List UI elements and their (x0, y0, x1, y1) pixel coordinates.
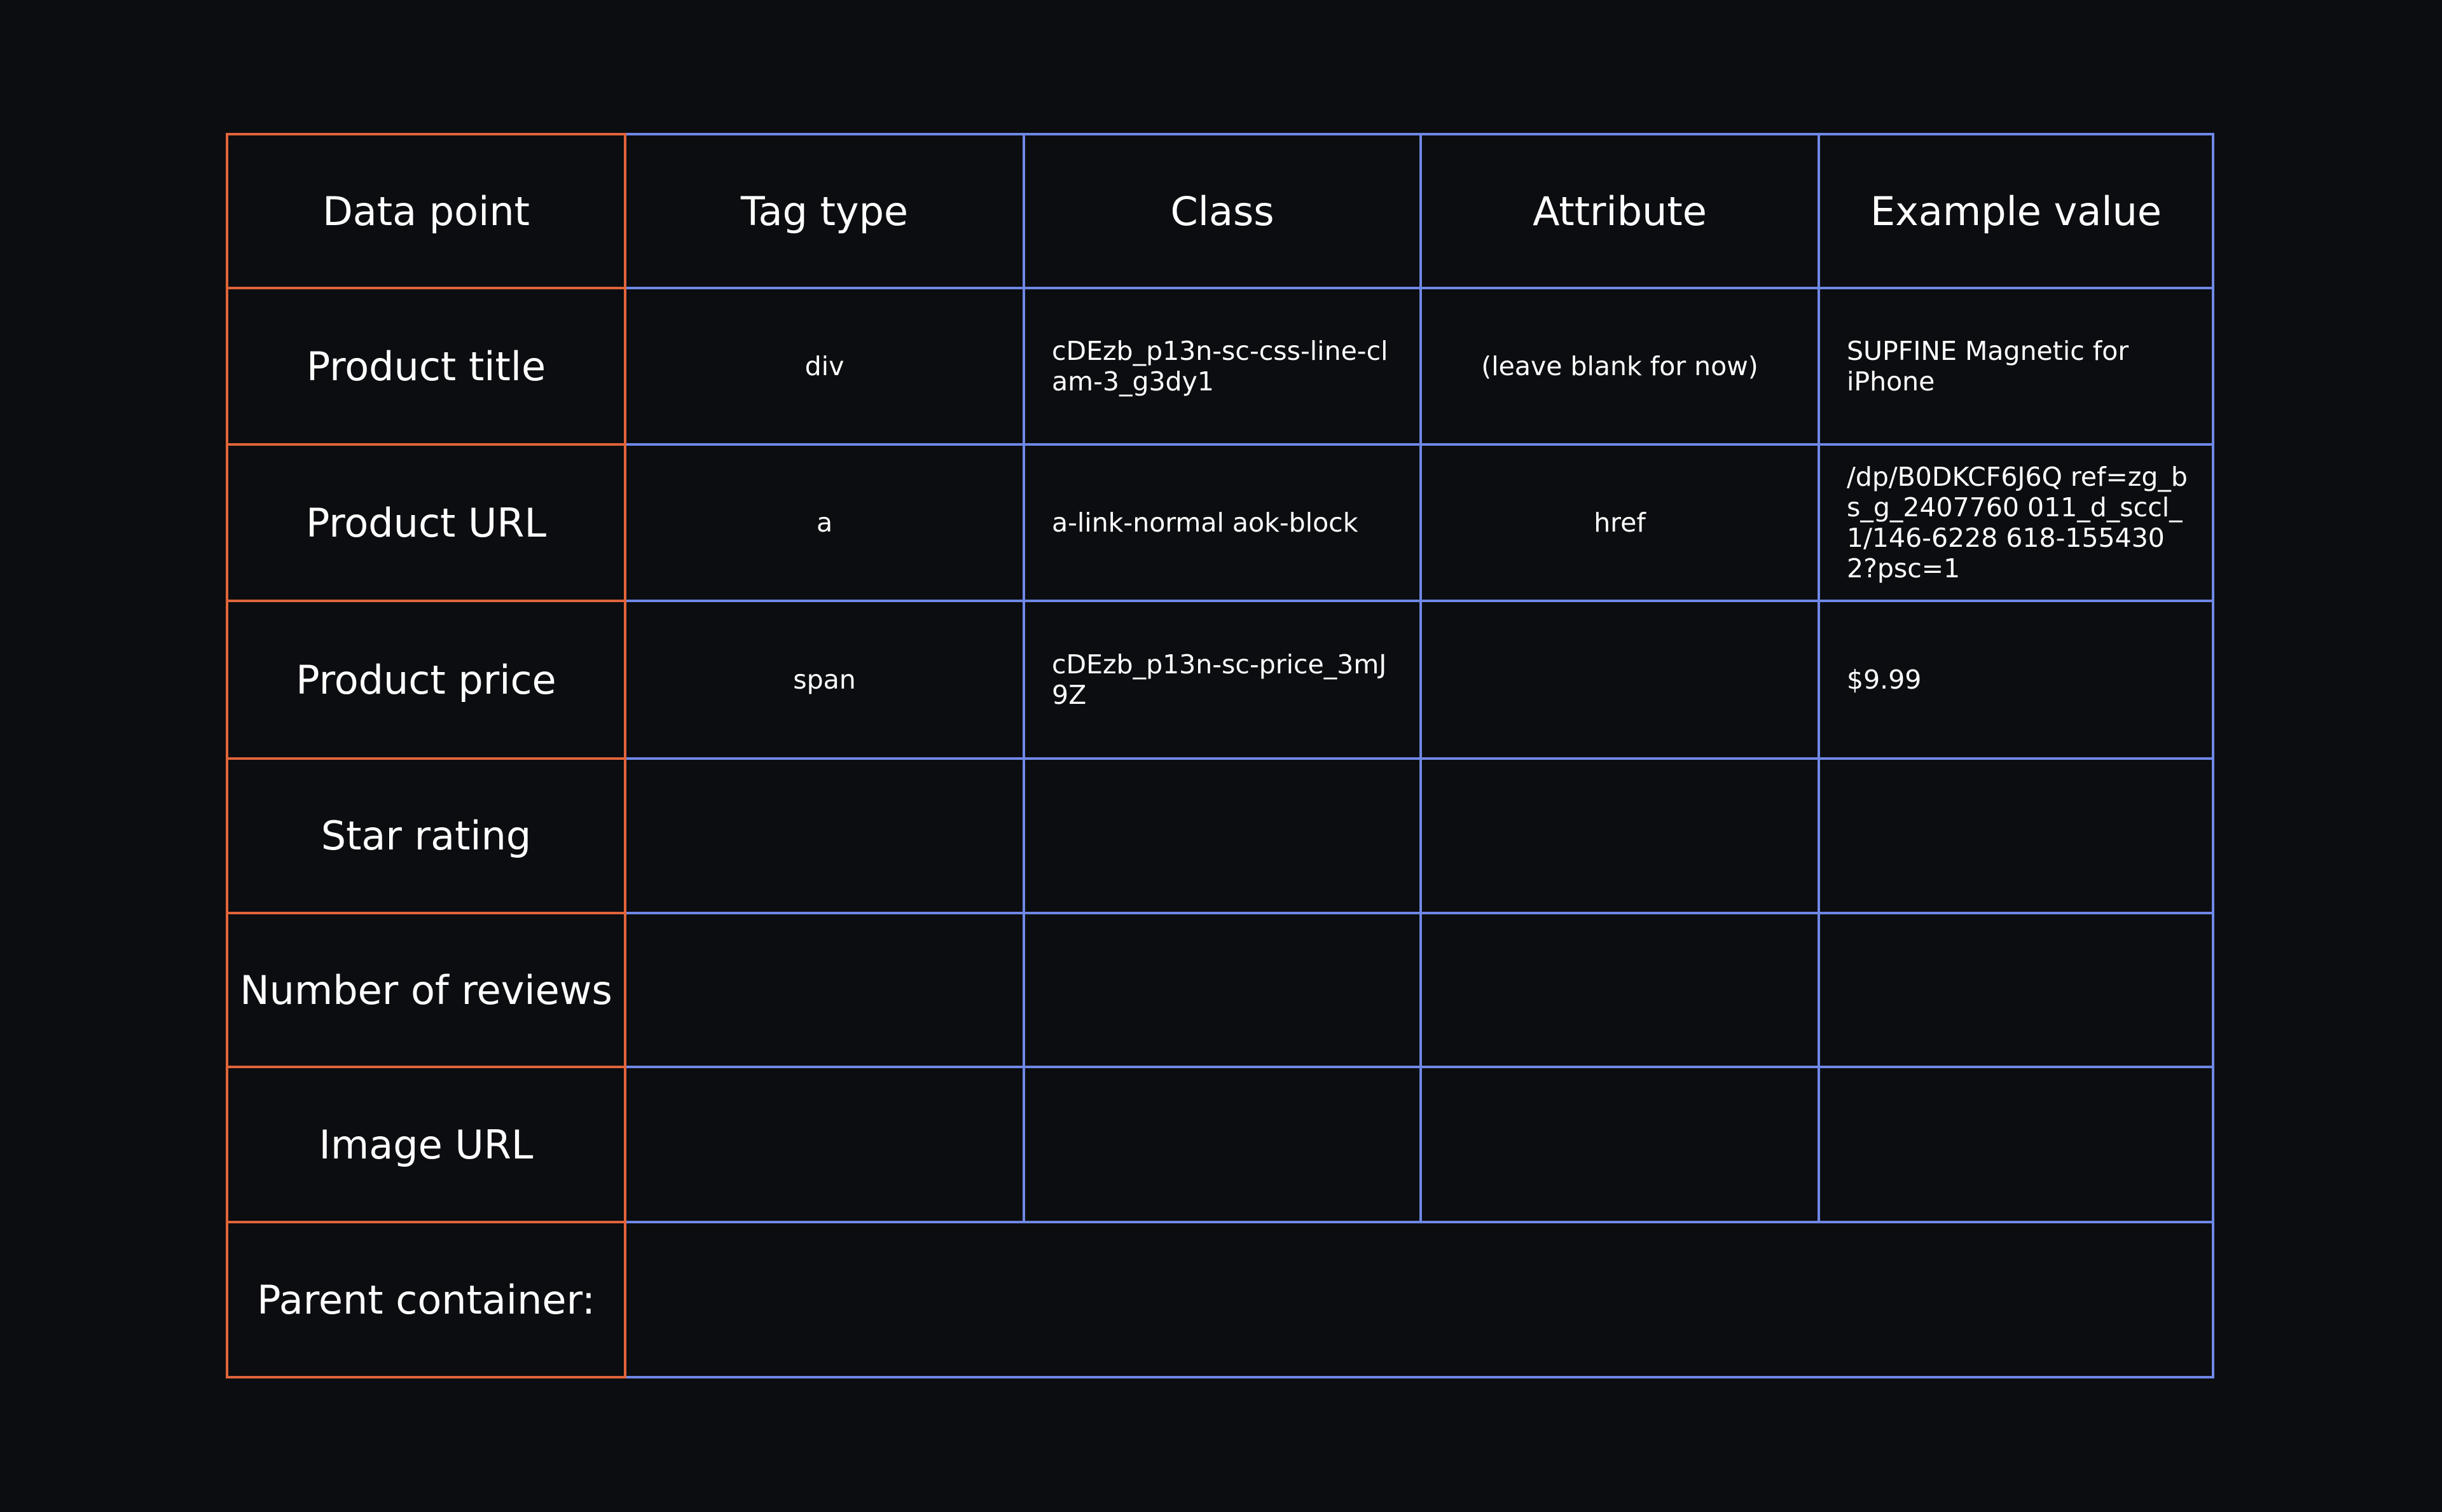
data-point-label: Parent container: (257, 1276, 595, 1323)
cell-tag-type (626, 1068, 1023, 1221)
data-point-label: Product title (306, 343, 546, 390)
cell-class (1025, 1068, 1419, 1221)
row-label-number-of-reviews (228, 914, 624, 1066)
cell-example-value (1820, 602, 2212, 757)
attribute-value: (leave blank for now) (1481, 351, 1758, 381)
header-attribute (1422, 135, 1818, 287)
cell-example-value (1820, 760, 2212, 912)
data-points-table (226, 133, 2214, 1378)
header-label: Class (1170, 188, 1274, 235)
cell-class (1025, 446, 1419, 600)
tag-type-value: span (793, 664, 856, 695)
cell-example-value (1820, 914, 2212, 1066)
data-point-label: Image URL (319, 1121, 534, 1168)
cell-attribute (1422, 760, 1818, 912)
row-label-product-url (228, 446, 624, 600)
cell-class (1025, 760, 1419, 912)
header-label: Tag type (740, 188, 909, 235)
row-label-product-price (228, 602, 624, 757)
data-point-label: Product price (296, 656, 556, 703)
row-label-star-rating (228, 760, 624, 912)
row-label-image-url (228, 1068, 624, 1221)
header-label: Data point (322, 188, 530, 235)
cell-example-value (1820, 289, 2212, 443)
data-point-label: Number of reviews (240, 966, 612, 1014)
grid-line (624, 1376, 2214, 1378)
example-value: /dp/B0DKCF6J6Q ref=zg_bs_g_2407760 011_d_sccl_1/146-6228 618-1554302?psc=1 (1847, 462, 2188, 584)
class-value: cDEzb_p13n-sc-css-line-clam-3_g3dy1 (1052, 336, 1388, 397)
grid-line (2212, 133, 2214, 1378)
data-point-label: Product URL (305, 499, 547, 546)
header-data-point (228, 135, 624, 287)
tag-type-value: a (816, 507, 833, 538)
cell-example-value (1820, 446, 2212, 600)
tag-type-value: div (804, 351, 845, 381)
row-label-parent-container (228, 1223, 624, 1376)
data-point-label: Star rating (321, 813, 532, 859)
cell-tag-type (626, 602, 1023, 757)
header-example-value (1820, 135, 2212, 287)
example-value: $9.99 (1847, 664, 1922, 695)
grid-line (226, 1376, 626, 1378)
header-label: Attribute (1533, 188, 1707, 235)
cell-attribute (1422, 289, 1818, 443)
cell-attribute (1422, 602, 1818, 757)
cell-class (1025, 289, 1419, 443)
cell-tag-type (626, 914, 1023, 1066)
cell-attribute (1422, 914, 1818, 1066)
example-value: SUPFINE Magnetic for iPhone (1847, 336, 2129, 397)
row-label-product-title (228, 289, 624, 443)
class-value: cDEzb_p13n-sc-price_3mJ9Z (1052, 649, 1387, 710)
cell-example-value (1820, 1068, 2212, 1221)
attribute-value: href (1594, 507, 1646, 538)
cell-attribute (1422, 1068, 1818, 1221)
cell-class (1025, 602, 1419, 757)
cell-parent-container-value (626, 1223, 2212, 1376)
header-class (1025, 135, 1419, 287)
header-label: Example value (1870, 188, 2162, 235)
class-value: a-link-normal aok-block (1052, 507, 1358, 538)
cell-tag-type (626, 446, 1023, 600)
cell-tag-type (626, 760, 1023, 912)
cell-tag-type (626, 289, 1023, 443)
header-tag-type (626, 135, 1023, 287)
cell-attribute (1422, 446, 1818, 600)
cell-class (1025, 914, 1419, 1066)
